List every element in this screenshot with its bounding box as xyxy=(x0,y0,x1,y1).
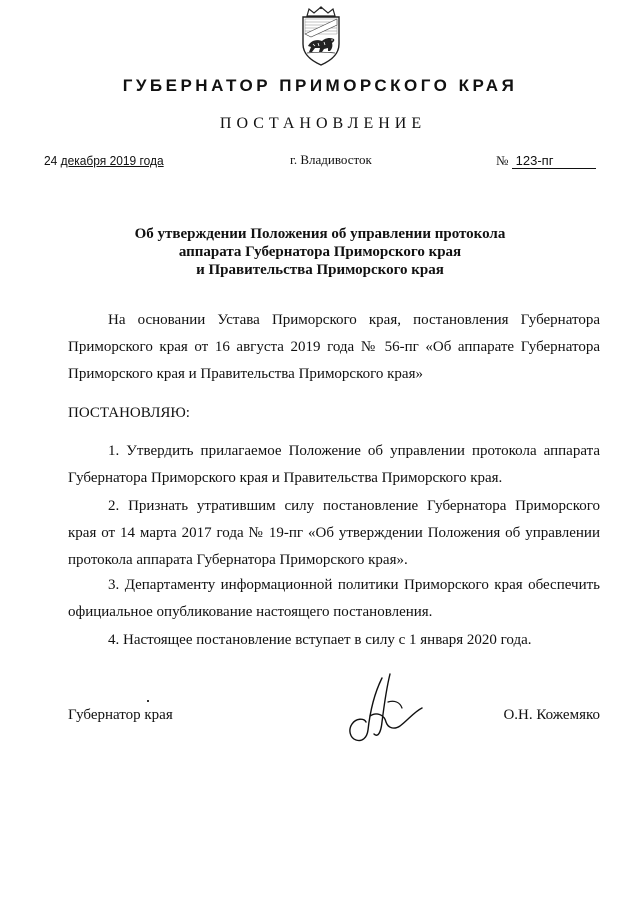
document-type: ПОСТАНОВЛЕНИЕ xyxy=(219,115,427,132)
paragraph-line: официальное опубликование настоящего постановления. xyxy=(68,604,433,620)
decree-heading: ПОСТАНОВЛЯЮ: xyxy=(68,405,190,421)
paragraph-line: 1. Утвердить прилагаемое Положение об управлении протокола аппарата xyxy=(108,443,600,459)
subject-line: аппарата Губернатора Приморского края xyxy=(178,244,462,260)
decree-item-2 xyxy=(68,493,600,574)
paragraph-line: 4. Настоящее постановление вступает в силу с 1 января 2020 года. xyxy=(108,632,532,648)
preamble-paragraph xyxy=(68,307,600,388)
date-month-year: декабря 2019 года xyxy=(60,153,164,168)
coat-of-arms-icon xyxy=(297,6,345,66)
paragraph-line: На основании Устава Приморского края, постановления Губернатора xyxy=(108,312,600,328)
paragraph-line: 2. Признать утратившим силу постановление Губернатора Приморского xyxy=(108,498,600,514)
document-number xyxy=(496,153,596,169)
paragraph-line: протокола аппарата Губернатора Приморского края». xyxy=(68,552,408,568)
date-day: 24 xyxy=(44,153,58,168)
paragraph-line: Приморского края и Правительства Приморского края» xyxy=(68,366,423,382)
paragraph-line: 3. Департаменту информационной политики Приморского края обеспечить xyxy=(108,577,600,593)
paragraph-line: Приморского края от 16 августа 2019 года № 56-пг «Об аппарате Губернатора xyxy=(68,339,600,355)
paragraph-line: края от 14 марта 2017 года № 19-пг «Об утверждении Положения об управлении xyxy=(68,525,600,541)
paragraph-line: Губернатора Приморского края и Правительства Приморского края. xyxy=(68,470,503,486)
subject-line: Об утверждении Положения об управлении протокола xyxy=(134,226,506,242)
issuer-title: ГУБЕРНАТОР ПРИМОРСКОГО КРАЯ xyxy=(122,76,518,95)
document-subject xyxy=(0,225,640,279)
scan-speck xyxy=(147,700,149,702)
document-city: г. Владивосток xyxy=(290,152,372,167)
signatory-position: Губернатор края xyxy=(68,707,173,723)
decree-item-3 xyxy=(68,572,600,626)
decree-item-1 xyxy=(68,438,600,492)
subject-line: и Правительства Приморского края xyxy=(196,262,444,278)
handwritten-signature xyxy=(340,672,430,746)
number-value: 123-пг xyxy=(512,154,596,169)
document-date xyxy=(44,153,164,168)
number-label: № xyxy=(496,153,509,168)
decree-item-4 xyxy=(68,627,600,654)
signatory-name: О.Н. Кожемяко xyxy=(503,707,600,723)
